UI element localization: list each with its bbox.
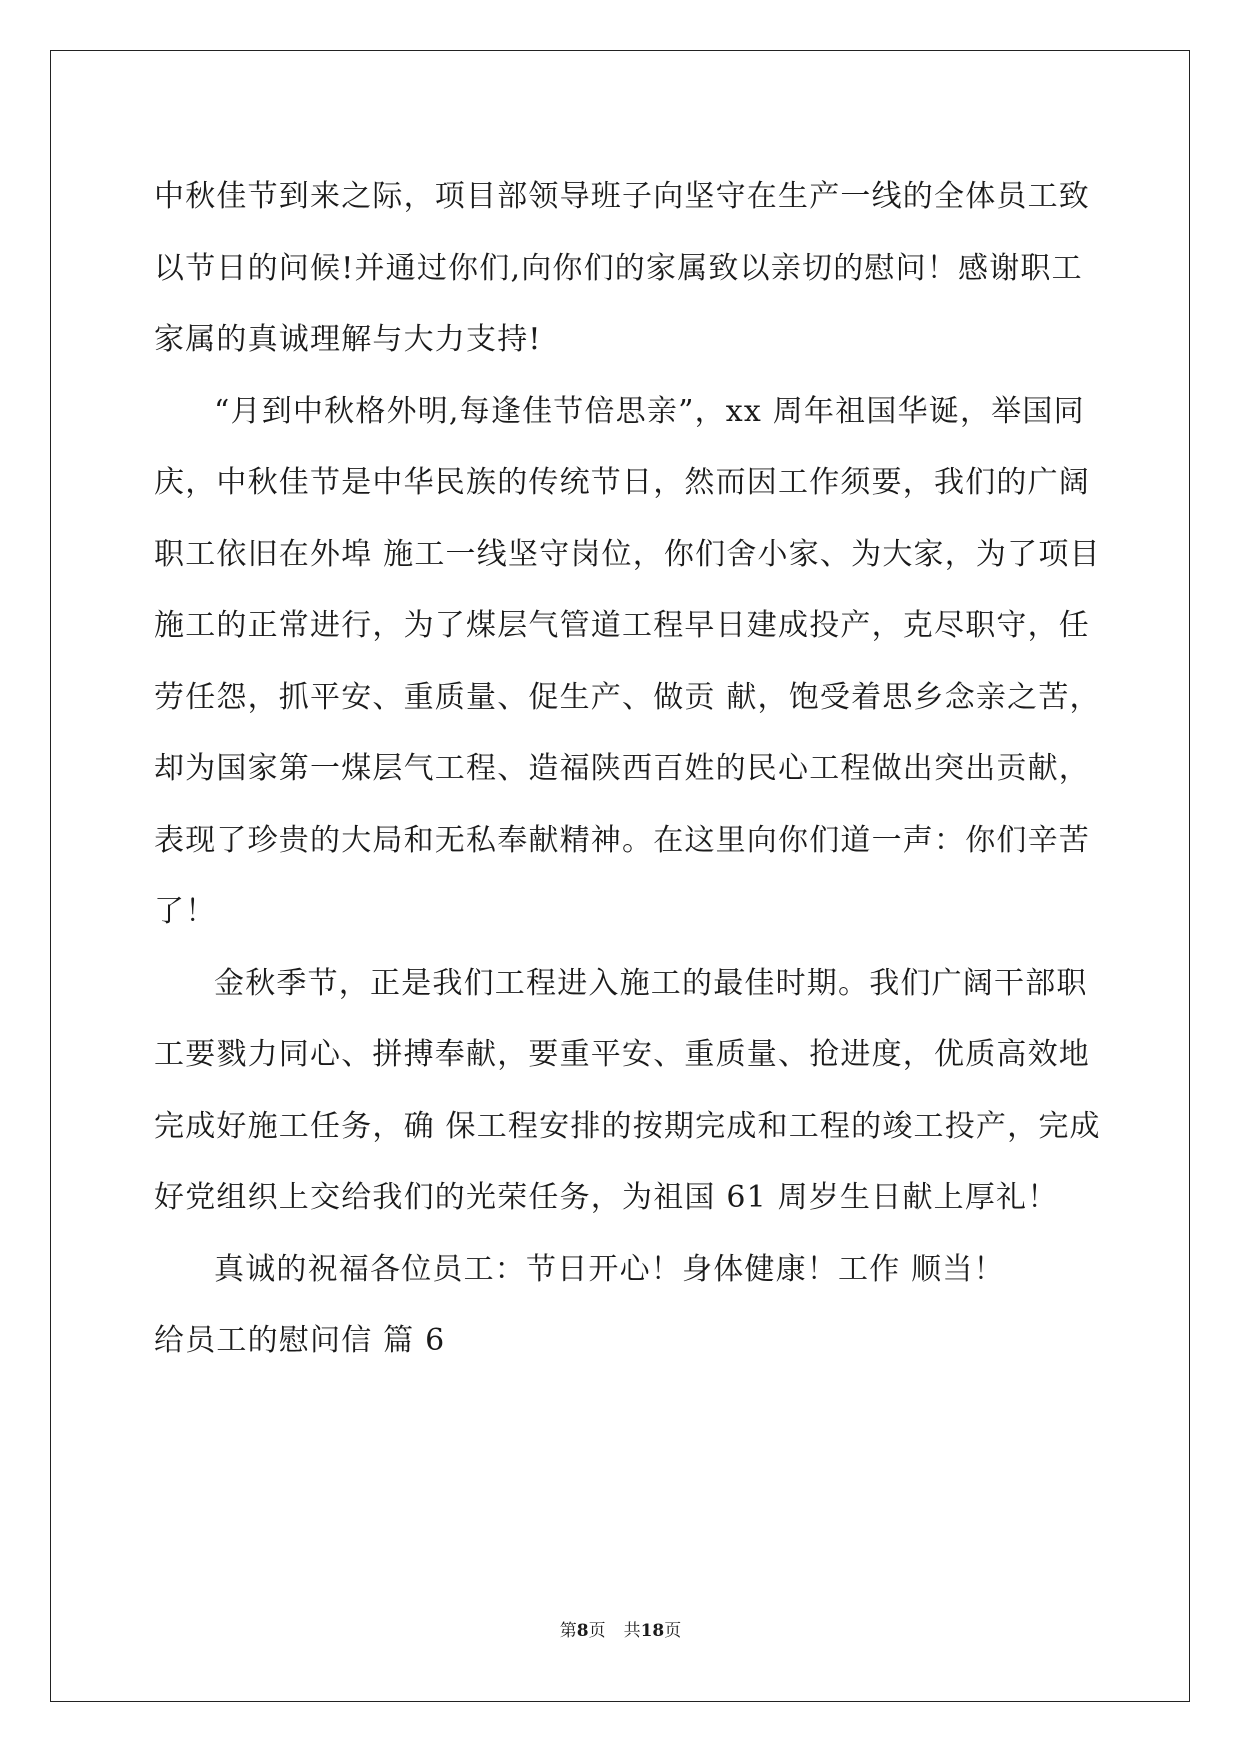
total-pages-suffix: 页 [664, 1621, 682, 1641]
current-page-number: 8 [576, 1621, 589, 1641]
page-number-suffix: 页 [588, 1621, 606, 1641]
document-body [154, 161, 1101, 1377]
section-heading: 给员工的慰问信 篇 6 [154, 1323, 446, 1358]
page-number-prefix: 第 [559, 1621, 577, 1641]
total-page-count: 18 [640, 1621, 665, 1641]
paragraph-line: 施工的正常进行，为了煤层气管道工程早日建成投产，克尽职守，任 [154, 608, 1090, 643]
paragraph-line: 了！ [154, 894, 217, 929]
paragraph-line: 工要戮力同心、拼搏奉献，要重平安、重质量、抢进度，优质高效地 [154, 1037, 1090, 1072]
paragraph-line: 中秋佳节到来之际，项目部领导班子向坚守在生产一线的全体员工致 [154, 179, 1090, 214]
paragraph-line: 职工依旧在外埠 施工一线坚守岗位，你们舍小家、为大家，为了项目 [154, 536, 1101, 572]
paragraph-line: 却为国家第一煤层气工程、造福陕西百姓的民心工程做出突出贡献， [154, 751, 1090, 786]
paragraph-line: 劳任怨，抓平安、重质量、促生产、做贡 献，饱受着思乡念亲之苦， [154, 679, 1101, 715]
total-pages-prefix: 共 [623, 1621, 641, 1641]
paragraph-line: 真诚的祝福各位员工：节日开心！身体健康！工作 顺当！ [214, 1251, 1005, 1287]
paragraph-line: 庆，中秋佳节是中华民族的传统节日，然而因工作须要，我们的广阔 [154, 465, 1090, 500]
paragraph-line: 以节日的问候!并通过你们,向你们的家属致以亲切的慰问！感谢职工 [154, 250, 1083, 286]
paragraph-line: 金秋季节，正是我们工程进入施工的最佳时期。我们广阔干部职 [214, 965, 1088, 1001]
page-footer [0, 1616, 1241, 1641]
paragraph-line: 完成好施工任务，确 保工程安排的按期完成和工程的竣工投产，完成 [154, 1108, 1101, 1144]
paragraph-line: “月到中秋格外明,每逢佳节倍思亲”，xx 周年祖国华诞，举国同 [214, 393, 1085, 429]
paragraph-line: 家属的真诚理解与大力支持! [154, 322, 542, 357]
paragraph-line: 好党组织上交给我们的光荣任务，为祖国 61 周岁生日献上厚礼！ [154, 1180, 1059, 1215]
paragraph-line: 表现了珍贵的大局和无私奉献精神。在这里向你们道一声：你们辛苦 [154, 822, 1090, 858]
